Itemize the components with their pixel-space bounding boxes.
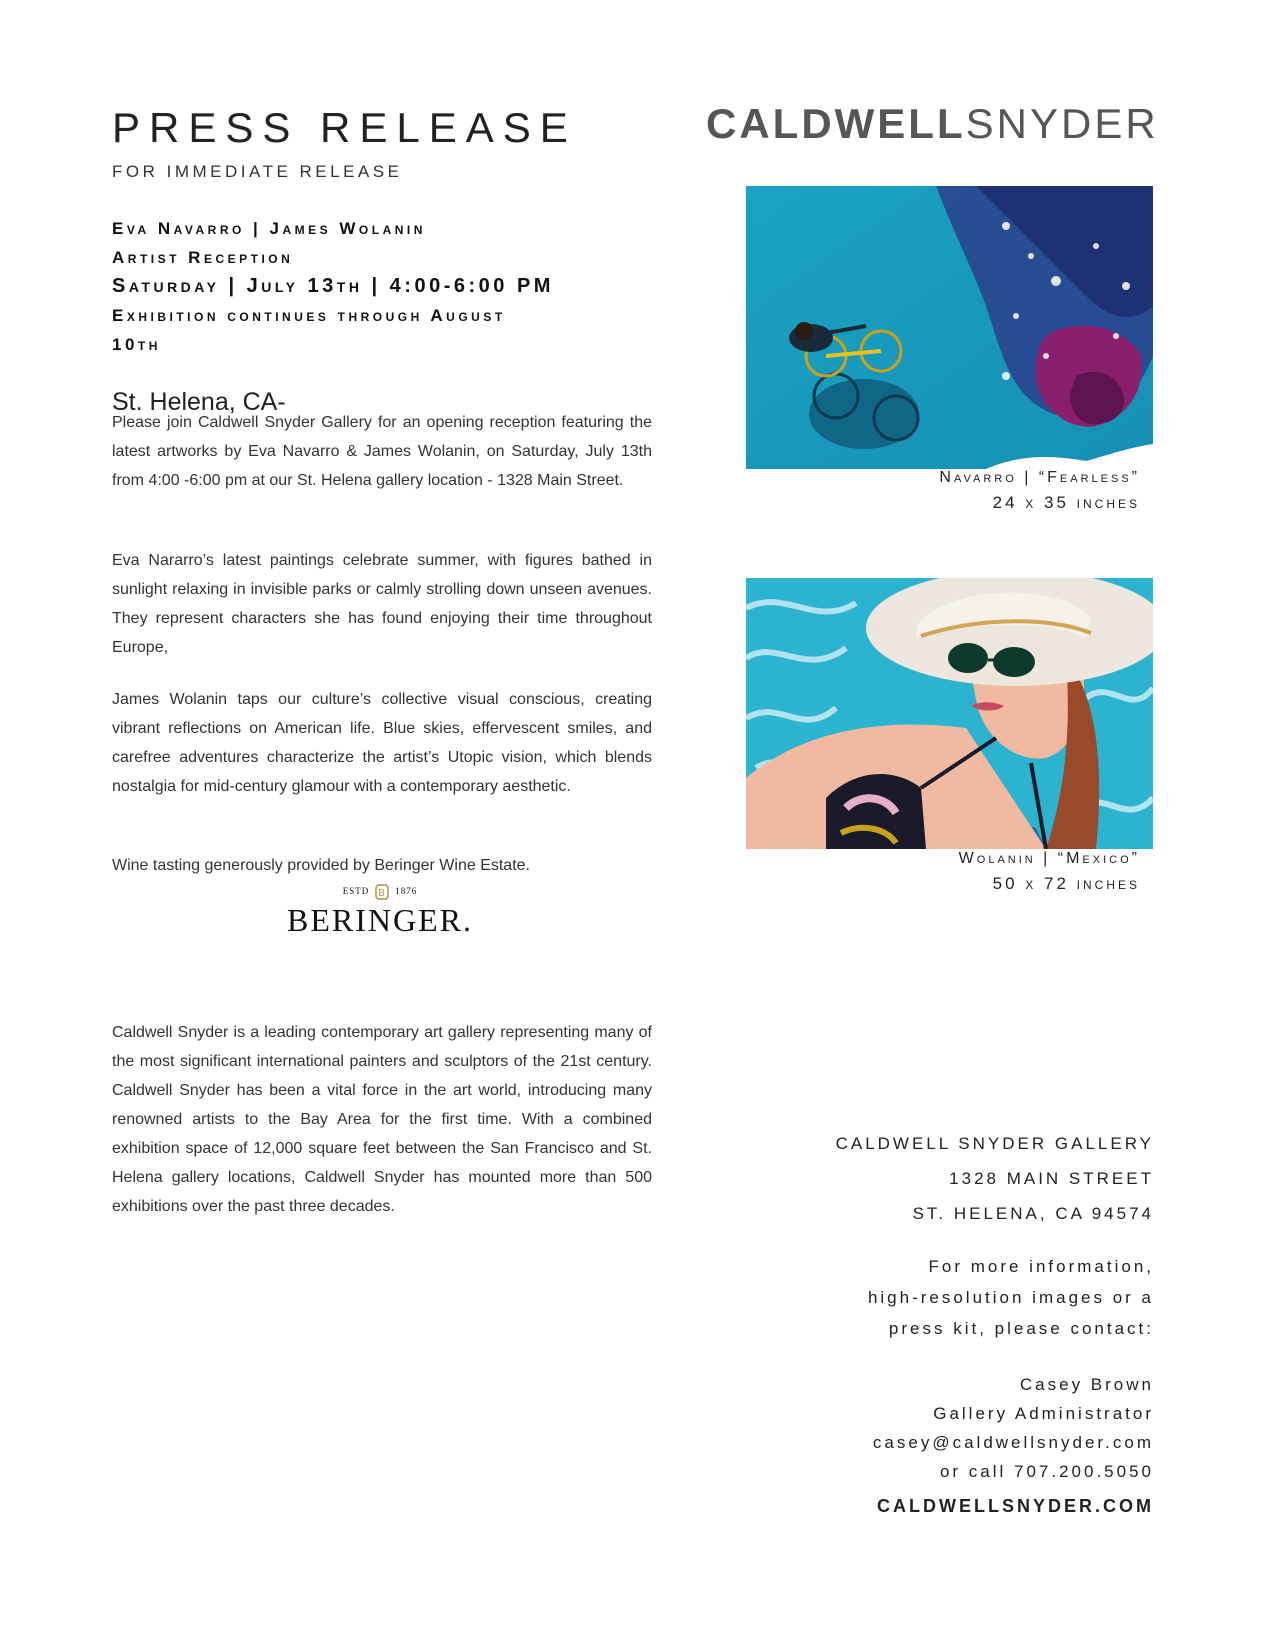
contact-phone: or call 707.200.5050 bbox=[939, 1462, 1154, 1481]
contact-person bbox=[760, 1370, 1154, 1486]
release-subtitle: FOR IMMEDIATE RELEASE bbox=[112, 162, 403, 181]
event-details bbox=[112, 214, 652, 359]
caption-mexico-dims: 50 x 72 inches bbox=[992, 874, 1140, 893]
event-type: Artist Reception bbox=[112, 248, 294, 267]
caption-mexico-title: Wolanin | “Mexico” bbox=[958, 850, 1140, 867]
beringer-seal-icon bbox=[375, 884, 389, 900]
caption-fearless bbox=[746, 465, 1140, 515]
contact-name: Casey Brown bbox=[1019, 1375, 1154, 1394]
beringer-estd: ESTD bbox=[342, 886, 370, 897]
caption-fearless-dims: 24 x 35 inches bbox=[992, 493, 1140, 512]
contact-email[interactable]: casey@caldwellsnyder.com bbox=[872, 1433, 1154, 1452]
painting-fearless bbox=[746, 186, 1153, 469]
contact-role: Gallery Administrator bbox=[933, 1404, 1154, 1423]
event-exhibition: Exhibition continues through August bbox=[112, 306, 506, 325]
contact-info bbox=[760, 1251, 1154, 1344]
painting-mexico-image bbox=[746, 578, 1153, 849]
brand-light: SNYDER bbox=[965, 100, 1159, 147]
paragraph-intro: Please join Caldwell Snyder Gallery for an opening reception featuring the latest artworks by Eva Navarro & James Wolanin, on Saturday, July 13th from 4:00 -6:00 pm at our St. Helena gallery location - 1328 Main Street. bbox=[112, 414, 652, 489]
contact-street: 1328 MAIN STREET bbox=[949, 1169, 1154, 1188]
paragraph-navarro: Eva Nararro’s latest paintings celebrate summer, with figures bathed in sunlight relaxing in invisible parks or calmly strolling down unseen avenues. They represent characters she has found enjoying their time throughout Europe, bbox=[112, 552, 652, 656]
event-artists: Eva Navarro | James Wolanin bbox=[112, 219, 426, 238]
contact-city: ST. HELENA, CA 94574 bbox=[912, 1204, 1154, 1223]
painting-fearless-image bbox=[746, 186, 1153, 469]
paragraph-wolanin: James Wolanin taps our culture’s collective visual conscious, creating vibrant reflections on American life. Blue skies, effervescent smiles, and carefree adventures characterize the artist’s Utopic vision, which blends nostalgia for mid-century glamour with a contemporary aesthetic. bbox=[112, 691, 652, 795]
event-date: Saturday | July 13th | 4:00-6:00 PM bbox=[112, 275, 554, 297]
painting-mexico bbox=[746, 578, 1153, 849]
page-title: PRESS RELEASE bbox=[112, 104, 577, 151]
brand-bold: CALDWELL bbox=[706, 100, 966, 147]
event-exhibition-end: 10th bbox=[112, 335, 161, 354]
caption-mexico bbox=[746, 846, 1140, 896]
contact-gallery: CALDWELL SNYDER GALLERY bbox=[835, 1134, 1154, 1153]
svg-text:B: B bbox=[378, 888, 387, 899]
contact-info-line1: For more information, bbox=[928, 1257, 1154, 1276]
brand-logo bbox=[706, 100, 1159, 148]
contact-info-line3: press kit, please contact: bbox=[888, 1319, 1154, 1338]
beringer-wordmark: BERINGER. bbox=[287, 902, 473, 938]
paragraph-about: Caldwell Snyder is a leading contemporary art gallery representing many of the most significant international painters and sculptors of the 21st century. Caldwell Snyder has been a vital force in the art world, introducing many renowned artists to the Bay Area for the first time. With a combined exhibition space of 12,000 square feet between the San Francisco and St. Helena gallery locations, Caldwell Snyder has mounted more than 500 exhibitions over the past three decades. bbox=[112, 1024, 652, 1215]
beringer-logo bbox=[270, 884, 490, 939]
beringer-year: 1876 bbox=[395, 886, 418, 897]
location-heading: St. Helena, CA- bbox=[112, 388, 286, 416]
caption-fearless-title: Navarro | “Fearless” bbox=[939, 469, 1140, 486]
website-link[interactable]: CALDWELLSNYDER.COM bbox=[877, 1496, 1154, 1516]
paragraph-wine: Wine tasting generously provided by Beringer Wine Estate. bbox=[112, 857, 530, 874]
contact-info-line2: high-resolution images or a bbox=[867, 1288, 1154, 1307]
contact-block bbox=[760, 1126, 1154, 1517]
